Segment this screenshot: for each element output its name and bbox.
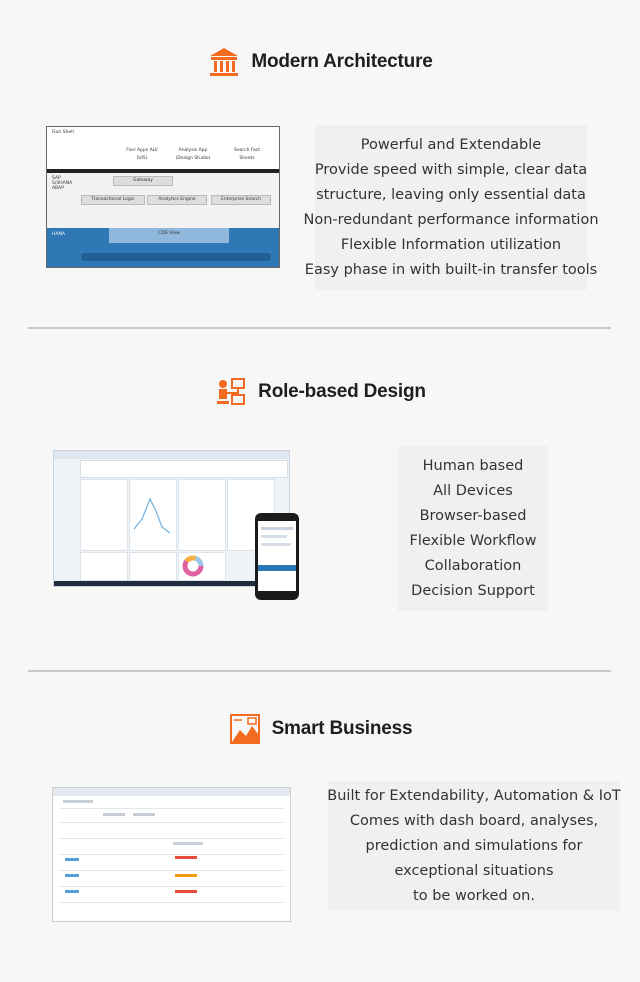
screenshot-row xyxy=(59,822,284,823)
screenshot-titlebar xyxy=(53,788,290,796)
feature-line: All Devices xyxy=(433,482,513,499)
phone-screen xyxy=(258,521,296,591)
diagram-db-bar xyxy=(81,253,271,261)
feature-line: Easy phase in with built-in transfer tools xyxy=(304,261,598,278)
screenshot-text-block xyxy=(65,874,79,877)
feature-line: Decision Support xyxy=(411,582,535,599)
role-based-features xyxy=(398,446,548,611)
dashboard-donut-chart xyxy=(181,554,205,578)
diagram-app-box: Fiori Apps ALV (UI5) xyxy=(123,147,161,163)
diagram-app-box: Analysis App (Design Studio) xyxy=(171,147,215,163)
diagram-cds-box: CDS View xyxy=(109,228,229,243)
screenshot-status-bar xyxy=(175,890,197,893)
screenshot-text-block xyxy=(173,842,203,845)
screenshot-status-bar xyxy=(175,856,197,859)
section-title: Smart Business xyxy=(271,718,413,739)
user-flow-icon xyxy=(214,375,248,409)
screenshot-text-block xyxy=(65,858,79,861)
dashboard-card xyxy=(80,479,128,551)
screenshot-row xyxy=(59,886,284,887)
feature-line: Built for Extendability, Automation & IoT xyxy=(327,787,621,804)
feature-line: Flexible Information utilization xyxy=(340,236,562,253)
dashboard-footer-bar xyxy=(54,581,289,586)
feature-line: Human based xyxy=(422,457,524,474)
dashboard-card xyxy=(178,479,226,551)
dashboard-line-chart xyxy=(132,489,172,539)
diagram-shell-layer xyxy=(47,127,279,170)
diagram-app-box: Search Fact Sheets xyxy=(227,147,267,163)
dashboard-topbar xyxy=(54,451,289,459)
diagram-engine-box: Analytics Engine xyxy=(147,195,207,205)
mobile-phone-mockup xyxy=(255,513,299,600)
feature-line: Powerful and Extendable xyxy=(360,136,542,153)
feature-line: Non-redundant performance information xyxy=(303,211,599,228)
screenshot-row xyxy=(59,854,284,855)
screenshot-row xyxy=(59,808,284,809)
screenshot-text-block xyxy=(63,800,93,803)
diagram-db-label: HANA xyxy=(52,232,65,237)
screenshot-row xyxy=(59,870,284,871)
diagram-engine-box: Enterprise Search xyxy=(211,195,271,205)
screenshot-text-block xyxy=(65,890,79,893)
section-title: Modern Architecture xyxy=(251,51,433,72)
feature-line: Collaboration xyxy=(424,557,522,574)
feature-line: exceptional situations xyxy=(394,862,554,879)
diagram-db-layer xyxy=(47,228,279,267)
smart-business-features xyxy=(328,781,620,911)
diagram-platform-label: SAP S/4HANA ABAP xyxy=(52,176,73,191)
architecture-diagram xyxy=(46,126,280,268)
section-divider xyxy=(28,327,611,329)
screenshot-row xyxy=(59,902,284,903)
screenshot-text-block xyxy=(133,813,155,816)
section-heading-architecture xyxy=(0,45,640,79)
smart-business-screenshot xyxy=(52,787,291,922)
diagram-shell-label: Fiori Shell xyxy=(52,130,74,135)
bank-building-icon xyxy=(207,45,241,79)
screenshot-text-block xyxy=(103,813,125,816)
diagram-gateway-box: Gateway xyxy=(113,176,173,186)
dashboard-filter-bar xyxy=(80,460,288,478)
section-heading-smart-business xyxy=(0,712,640,746)
dashboard-card xyxy=(80,552,128,581)
feature-line: to be worked on. xyxy=(413,887,535,904)
dashboard-card xyxy=(129,552,177,581)
feature-line: Flexible Workflow xyxy=(409,532,537,549)
feature-line: Browser-based xyxy=(419,507,527,524)
architecture-features xyxy=(303,125,599,290)
feature-line: Provide speed with simple, clear data xyxy=(314,161,588,178)
section-divider xyxy=(28,670,611,672)
diagram-platform-layer xyxy=(47,173,279,228)
screenshot-status-bar xyxy=(175,874,197,877)
diagram-engine-box: Transactional Logic xyxy=(81,195,145,205)
section-title: Role-based Design xyxy=(258,381,426,402)
section-heading-role-based xyxy=(0,375,640,409)
feature-line: prediction and simulations for xyxy=(365,837,583,854)
chart-analytics-icon xyxy=(228,712,262,746)
screenshot-row xyxy=(59,838,284,839)
feature-line: structure, leaving only essential data xyxy=(316,186,586,203)
feature-line: Comes with dash board, analyses, xyxy=(349,812,599,829)
